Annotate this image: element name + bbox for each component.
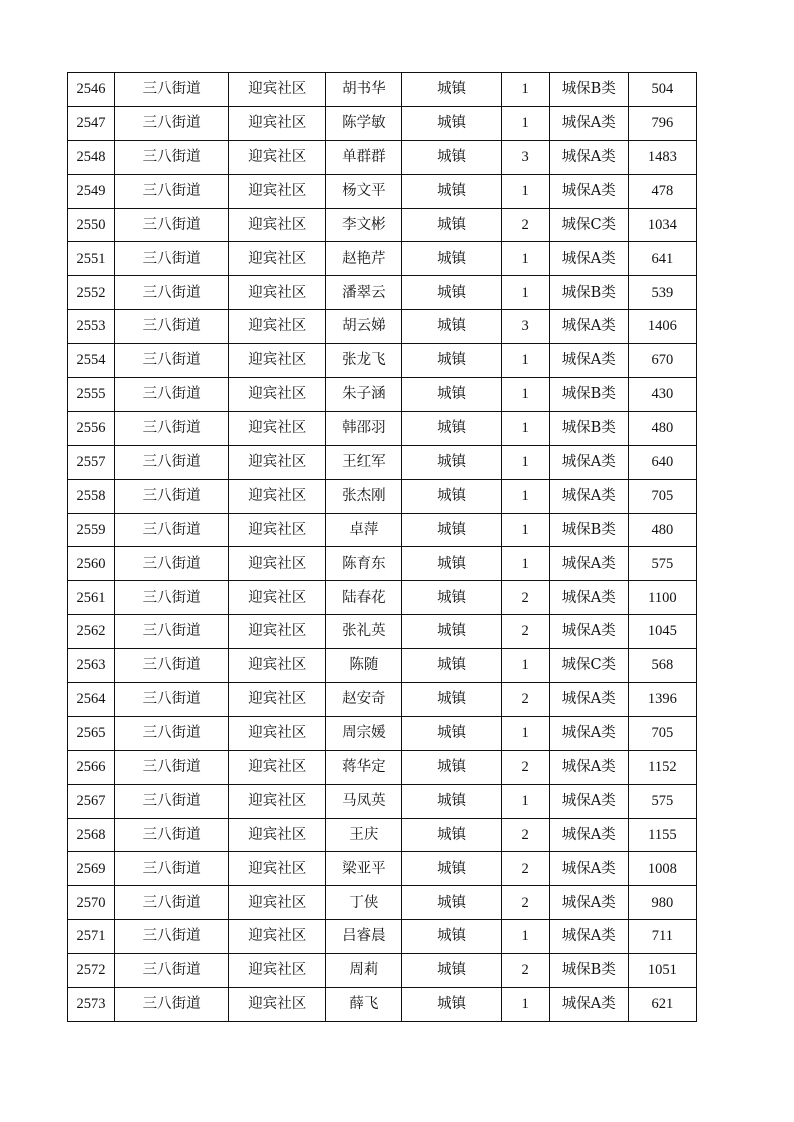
- amount-cell: 705: [628, 479, 696, 513]
- insurance-category-cell: 城保B类: [549, 378, 628, 412]
- street-cell: 三八街道: [115, 852, 229, 886]
- area-type-cell: 城镇: [402, 479, 501, 513]
- community-cell: 迎宾社区: [229, 683, 326, 717]
- community-cell: 迎宾社区: [229, 886, 326, 920]
- household-count-cell: 1: [501, 73, 549, 107]
- insurance-category-cell: 城保A类: [549, 344, 628, 378]
- person-name-cell: 周宗媛: [326, 716, 402, 750]
- person-name-cell: 陈育东: [326, 547, 402, 581]
- insurance-category-cell: 城保A类: [549, 445, 628, 479]
- serial-number-cell: 2553: [68, 310, 115, 344]
- household-count-cell: 1: [501, 513, 549, 547]
- amount-cell: 480: [628, 513, 696, 547]
- person-name-cell: 陈学敏: [326, 106, 402, 140]
- serial-number-cell: 2552: [68, 276, 115, 310]
- table-row: [68, 174, 697, 208]
- area-type-cell: 城镇: [402, 750, 501, 784]
- community-cell: 迎宾社区: [229, 581, 326, 615]
- household-count-cell: 1: [501, 649, 549, 683]
- insurance-category-cell: 城保B类: [549, 276, 628, 310]
- insurance-category-cell: 城保B类: [549, 411, 628, 445]
- table-row: [68, 106, 697, 140]
- street-cell: 三八街道: [115, 547, 229, 581]
- table-row: [68, 784, 697, 818]
- household-count-cell: 1: [501, 716, 549, 750]
- household-count-cell: 1: [501, 411, 549, 445]
- table-row: [68, 716, 697, 750]
- serial-number-cell: 2564: [68, 683, 115, 717]
- community-cell: 迎宾社区: [229, 310, 326, 344]
- serial-number-cell: 2550: [68, 208, 115, 242]
- community-cell: 迎宾社区: [229, 818, 326, 852]
- street-cell: 三八街道: [115, 242, 229, 276]
- amount-cell: 575: [628, 784, 696, 818]
- street-cell: 三八街道: [115, 411, 229, 445]
- area-type-cell: 城镇: [402, 73, 501, 107]
- serial-number-cell: 2563: [68, 649, 115, 683]
- community-cell: 迎宾社区: [229, 750, 326, 784]
- area-type-cell: 城镇: [402, 954, 501, 988]
- serial-number-cell: 2565: [68, 716, 115, 750]
- community-cell: 迎宾社区: [229, 513, 326, 547]
- person-name-cell: 王红军: [326, 445, 402, 479]
- amount-cell: 568: [628, 649, 696, 683]
- insurance-category-cell: 城保A类: [549, 106, 628, 140]
- person-name-cell: 梁亚平: [326, 852, 402, 886]
- household-count-cell: 1: [501, 920, 549, 954]
- table-row: [68, 378, 697, 412]
- amount-cell: 705: [628, 716, 696, 750]
- area-type-cell: 城镇: [402, 378, 501, 412]
- serial-number-cell: 2570: [68, 886, 115, 920]
- street-cell: 三八街道: [115, 649, 229, 683]
- insurance-category-cell: 城保A类: [549, 920, 628, 954]
- street-cell: 三八街道: [115, 208, 229, 242]
- insurance-category-cell: 城保A类: [549, 750, 628, 784]
- serial-number-cell: 2566: [68, 750, 115, 784]
- table-row: [68, 310, 697, 344]
- table-row: [68, 242, 697, 276]
- serial-number-cell: 2547: [68, 106, 115, 140]
- community-cell: 迎宾社区: [229, 649, 326, 683]
- person-name-cell: 韩邵羽: [326, 411, 402, 445]
- person-name-cell: 薛飞: [326, 988, 402, 1022]
- household-count-cell: 1: [501, 106, 549, 140]
- street-cell: 三八街道: [115, 920, 229, 954]
- amount-cell: 1008: [628, 852, 696, 886]
- household-count-cell: 2: [501, 615, 549, 649]
- insurance-category-cell: 城保A类: [549, 615, 628, 649]
- table-row: [68, 683, 697, 717]
- table-row: [68, 513, 697, 547]
- insurance-category-cell: 城保A类: [549, 716, 628, 750]
- street-cell: 三八街道: [115, 988, 229, 1022]
- street-cell: 三八街道: [115, 716, 229, 750]
- serial-number-cell: 2571: [68, 920, 115, 954]
- area-type-cell: 城镇: [402, 208, 501, 242]
- table-row: [68, 615, 697, 649]
- person-name-cell: 陈随: [326, 649, 402, 683]
- household-count-cell: 2: [501, 886, 549, 920]
- area-type-cell: 城镇: [402, 988, 501, 1022]
- person-name-cell: 张龙飞: [326, 344, 402, 378]
- area-type-cell: 城镇: [402, 920, 501, 954]
- table-row: [68, 886, 697, 920]
- insurance-category-cell: 城保A类: [549, 852, 628, 886]
- amount-cell: 711: [628, 920, 696, 954]
- amount-cell: 641: [628, 242, 696, 276]
- area-type-cell: 城镇: [402, 310, 501, 344]
- household-count-cell: 2: [501, 208, 549, 242]
- area-type-cell: 城镇: [402, 106, 501, 140]
- street-cell: 三八街道: [115, 106, 229, 140]
- street-cell: 三八街道: [115, 784, 229, 818]
- area-type-cell: 城镇: [402, 784, 501, 818]
- insurance-category-cell: 城保A类: [549, 581, 628, 615]
- area-type-cell: 城镇: [402, 852, 501, 886]
- street-cell: 三八街道: [115, 886, 229, 920]
- community-cell: 迎宾社区: [229, 106, 326, 140]
- amount-cell: 640: [628, 445, 696, 479]
- person-name-cell: 张礼英: [326, 615, 402, 649]
- person-name-cell: 胡书华: [326, 73, 402, 107]
- table-row: [68, 852, 697, 886]
- household-count-cell: 2: [501, 683, 549, 717]
- community-cell: 迎宾社区: [229, 208, 326, 242]
- area-type-cell: 城镇: [402, 886, 501, 920]
- insurance-category-cell: 城保A类: [549, 547, 628, 581]
- serial-number-cell: 2559: [68, 513, 115, 547]
- insurance-category-cell: 城保A类: [549, 310, 628, 344]
- community-cell: 迎宾社区: [229, 988, 326, 1022]
- table-row: [68, 208, 697, 242]
- amount-cell: 480: [628, 411, 696, 445]
- insurance-category-cell: 城保A类: [549, 818, 628, 852]
- serial-number-cell: 2554: [68, 344, 115, 378]
- street-cell: 三八街道: [115, 276, 229, 310]
- community-cell: 迎宾社区: [229, 242, 326, 276]
- person-name-cell: 陆春花: [326, 581, 402, 615]
- street-cell: 三八街道: [115, 445, 229, 479]
- amount-cell: 1406: [628, 310, 696, 344]
- community-cell: 迎宾社区: [229, 954, 326, 988]
- area-type-cell: 城镇: [402, 818, 501, 852]
- insurance-category-cell: 城保A类: [549, 140, 628, 174]
- insurance-category-cell: 城保A类: [549, 174, 628, 208]
- household-count-cell: 1: [501, 988, 549, 1022]
- household-count-cell: 2: [501, 750, 549, 784]
- table-row: [68, 479, 697, 513]
- street-cell: 三八街道: [115, 513, 229, 547]
- insurance-category-cell: 城保A类: [549, 479, 628, 513]
- street-cell: 三八街道: [115, 581, 229, 615]
- serial-number-cell: 2546: [68, 73, 115, 107]
- community-cell: 迎宾社区: [229, 920, 326, 954]
- amount-cell: 621: [628, 988, 696, 1022]
- insurance-category-cell: 城保B类: [549, 73, 628, 107]
- area-type-cell: 城镇: [402, 513, 501, 547]
- insurance-category-cell: 城保A类: [549, 784, 628, 818]
- amount-cell: 796: [628, 106, 696, 140]
- table-row: [68, 547, 697, 581]
- insurance-category-cell: 城保A类: [549, 242, 628, 276]
- community-cell: 迎宾社区: [229, 73, 326, 107]
- area-type-cell: 城镇: [402, 411, 501, 445]
- area-type-cell: 城镇: [402, 683, 501, 717]
- table-row: [68, 344, 697, 378]
- serial-number-cell: 2548: [68, 140, 115, 174]
- street-cell: 三八街道: [115, 479, 229, 513]
- area-type-cell: 城镇: [402, 242, 501, 276]
- amount-cell: 478: [628, 174, 696, 208]
- serial-number-cell: 2549: [68, 174, 115, 208]
- community-cell: 迎宾社区: [229, 140, 326, 174]
- table-row: [68, 445, 697, 479]
- household-count-cell: 1: [501, 479, 549, 513]
- household-count-cell: 2: [501, 818, 549, 852]
- household-count-cell: 3: [501, 310, 549, 344]
- community-cell: 迎宾社区: [229, 479, 326, 513]
- household-count-cell: 1: [501, 276, 549, 310]
- person-name-cell: 王庆: [326, 818, 402, 852]
- insurance-category-cell: 城保A类: [549, 886, 628, 920]
- table-row: [68, 750, 697, 784]
- community-cell: 迎宾社区: [229, 852, 326, 886]
- area-type-cell: 城镇: [402, 140, 501, 174]
- amount-cell: 1152: [628, 750, 696, 784]
- insurance-category-cell: 城保B类: [549, 513, 628, 547]
- area-type-cell: 城镇: [402, 716, 501, 750]
- street-cell: 三八街道: [115, 344, 229, 378]
- household-count-cell: 1: [501, 547, 549, 581]
- serial-number-cell: 2572: [68, 954, 115, 988]
- person-name-cell: 周莉: [326, 954, 402, 988]
- area-type-cell: 城镇: [402, 344, 501, 378]
- community-cell: 迎宾社区: [229, 615, 326, 649]
- household-count-cell: 1: [501, 784, 549, 818]
- table-row: [68, 920, 697, 954]
- insurance-category-cell: 城保B类: [549, 954, 628, 988]
- area-type-cell: 城镇: [402, 174, 501, 208]
- table-row: [68, 954, 697, 988]
- household-count-cell: 1: [501, 344, 549, 378]
- household-count-cell: 1: [501, 445, 549, 479]
- street-cell: 三八街道: [115, 954, 229, 988]
- community-cell: 迎宾社区: [229, 174, 326, 208]
- amount-cell: 539: [628, 276, 696, 310]
- amount-cell: 1100: [628, 581, 696, 615]
- person-name-cell: 杨文平: [326, 174, 402, 208]
- community-cell: 迎宾社区: [229, 547, 326, 581]
- serial-number-cell: 2551: [68, 242, 115, 276]
- household-count-cell: 1: [501, 242, 549, 276]
- person-name-cell: 朱子涵: [326, 378, 402, 412]
- street-cell: 三八街道: [115, 378, 229, 412]
- person-name-cell: 蒋华定: [326, 750, 402, 784]
- serial-number-cell: 2561: [68, 581, 115, 615]
- street-cell: 三八街道: [115, 73, 229, 107]
- amount-cell: 1051: [628, 954, 696, 988]
- person-name-cell: 李文彬: [326, 208, 402, 242]
- table-row: [68, 73, 697, 107]
- street-cell: 三八街道: [115, 310, 229, 344]
- community-cell: 迎宾社区: [229, 411, 326, 445]
- street-cell: 三八街道: [115, 750, 229, 784]
- table-row: [68, 818, 697, 852]
- community-cell: 迎宾社区: [229, 276, 326, 310]
- area-type-cell: 城镇: [402, 276, 501, 310]
- serial-number-cell: 2567: [68, 784, 115, 818]
- table-row: [68, 988, 697, 1022]
- amount-cell: 430: [628, 378, 696, 412]
- insurance-category-cell: 城保C类: [549, 649, 628, 683]
- household-count-cell: 3: [501, 140, 549, 174]
- table-row: [68, 649, 697, 683]
- table-row: [68, 276, 697, 310]
- record-table-body: [68, 73, 697, 1022]
- household-count-cell: 1: [501, 378, 549, 412]
- amount-cell: 1396: [628, 683, 696, 717]
- amount-cell: 575: [628, 547, 696, 581]
- community-cell: 迎宾社区: [229, 344, 326, 378]
- serial-number-cell: 2555: [68, 378, 115, 412]
- community-cell: 迎宾社区: [229, 378, 326, 412]
- person-name-cell: 潘翠云: [326, 276, 402, 310]
- area-type-cell: 城镇: [402, 649, 501, 683]
- community-cell: 迎宾社区: [229, 445, 326, 479]
- street-cell: 三八街道: [115, 140, 229, 174]
- amount-cell: 1034: [628, 208, 696, 242]
- serial-number-cell: 2557: [68, 445, 115, 479]
- area-type-cell: 城镇: [402, 445, 501, 479]
- community-cell: 迎宾社区: [229, 716, 326, 750]
- household-count-cell: 1: [501, 174, 549, 208]
- amount-cell: 504: [628, 73, 696, 107]
- street-cell: 三八街道: [115, 818, 229, 852]
- serial-number-cell: 2556: [68, 411, 115, 445]
- insurance-category-cell: 城保A类: [549, 683, 628, 717]
- street-cell: 三八街道: [115, 683, 229, 717]
- person-name-cell: 赵安奇: [326, 683, 402, 717]
- person-name-cell: 马凤英: [326, 784, 402, 818]
- serial-number-cell: 2569: [68, 852, 115, 886]
- person-name-cell: 丁侠: [326, 886, 402, 920]
- serial-number-cell: 2573: [68, 988, 115, 1022]
- person-name-cell: 胡云娣: [326, 310, 402, 344]
- serial-number-cell: 2560: [68, 547, 115, 581]
- serial-number-cell: 2562: [68, 615, 115, 649]
- serial-number-cell: 2568: [68, 818, 115, 852]
- serial-number-cell: 2558: [68, 479, 115, 513]
- area-type-cell: 城镇: [402, 581, 501, 615]
- person-name-cell: 单群群: [326, 140, 402, 174]
- household-count-cell: 2: [501, 581, 549, 615]
- person-name-cell: 吕睿晨: [326, 920, 402, 954]
- amount-cell: 1045: [628, 615, 696, 649]
- household-count-cell: 2: [501, 852, 549, 886]
- person-name-cell: 张杰刚: [326, 479, 402, 513]
- area-type-cell: 城镇: [402, 547, 501, 581]
- community-cell: 迎宾社区: [229, 784, 326, 818]
- table-row: [68, 140, 697, 174]
- table-row: [68, 581, 697, 615]
- amount-cell: 1155: [628, 818, 696, 852]
- area-type-cell: 城镇: [402, 615, 501, 649]
- amount-cell: 670: [628, 344, 696, 378]
- street-cell: 三八街道: [115, 615, 229, 649]
- insurance-category-cell: 城保A类: [549, 988, 628, 1022]
- person-name-cell: 卓萍: [326, 513, 402, 547]
- insurance-category-cell: 城保C类: [549, 208, 628, 242]
- person-name-cell: 赵艳芹: [326, 242, 402, 276]
- household-count-cell: 2: [501, 954, 549, 988]
- amount-cell: 1483: [628, 140, 696, 174]
- record-table: [67, 72, 697, 1022]
- amount-cell: 980: [628, 886, 696, 920]
- street-cell: 三八街道: [115, 174, 229, 208]
- table-row: [68, 411, 697, 445]
